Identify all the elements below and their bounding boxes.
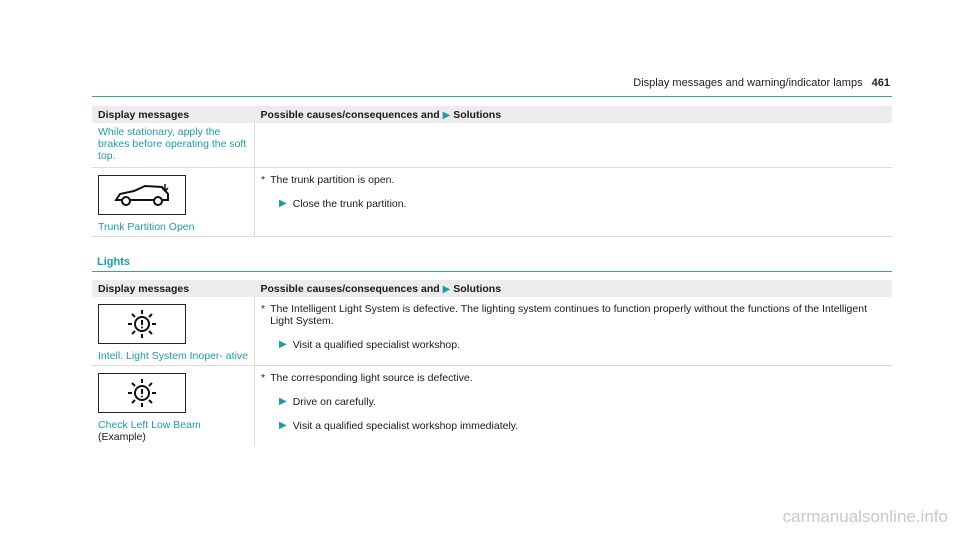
solution-step: Visit a qualified specialist workshop. bbox=[292, 339, 461, 351]
display-message: Check Left Low Beam (Example) bbox=[98, 419, 201, 443]
cause-text: The Intelligent Light System is defective. The lighting system continues to function properly without the functions of the Intelligent Light System. bbox=[270, 303, 867, 327]
cause-cell: * The Intelligent Light System is defective. The lighting system continues to function properly without the functions of the Intelligent Light System. ▶ Visit a qualified specialist workshop. bbox=[255, 297, 893, 366]
cause-text: The corresponding light source is defective. bbox=[270, 372, 473, 384]
messages-table-2 bbox=[92, 280, 892, 446]
solution-step: Visit a qualified specialist workshop immediately. bbox=[292, 420, 519, 432]
arrow-icon: ▶ bbox=[279, 198, 287, 209]
col-header-messages: Display messages bbox=[92, 106, 255, 123]
section-rule bbox=[92, 271, 892, 272]
page-number: 461 bbox=[871, 77, 890, 89]
arrow-icon: ▶ bbox=[279, 420, 287, 431]
light-warning-icon bbox=[98, 373, 186, 413]
page-header bbox=[633, 77, 890, 89]
cause-cell bbox=[255, 123, 893, 168]
display-message: Intell. Light System Inoper- ative bbox=[98, 350, 248, 362]
display-message: While stationary, apply the brakes before operating the soft top. bbox=[92, 123, 255, 168]
solution-step: Drive on carefully. bbox=[292, 396, 376, 408]
cause-cell: * The corresponding light source is defective. ▶ Drive on carefully. ▶ Visit a qualified specialist workshop immediately. bbox=[261, 372, 519, 432]
header-text: Display messages and warning/indicator lamps bbox=[633, 77, 863, 89]
arrow-icon: ▶ bbox=[279, 396, 287, 407]
col-header-causes: Possible causes/consequences and ▶ Solutions bbox=[255, 106, 893, 123]
col-header-messages: Display messages bbox=[92, 280, 255, 297]
table-row bbox=[92, 297, 892, 366]
table-row bbox=[92, 168, 892, 237]
arrow-icon: ▶ bbox=[442, 110, 451, 121]
light-warning-icon bbox=[98, 304, 186, 344]
table-row bbox=[92, 366, 892, 447]
watermark-link[interactable]: carmanualsonline.info bbox=[782, 507, 948, 526]
display-message: Trunk Partition Open bbox=[98, 221, 195, 233]
col-header-causes: Possible causes/consequences and ▶ Solutions bbox=[255, 280, 893, 297]
cause-text: The trunk partition is open. bbox=[270, 174, 395, 186]
section-title: Lights bbox=[97, 256, 130, 268]
header-rule bbox=[92, 96, 892, 97]
table-row bbox=[92, 123, 892, 168]
arrow-icon: ▶ bbox=[279, 339, 287, 350]
solution-step: Close the trunk partition. bbox=[292, 198, 407, 210]
arrow-icon: ▶ bbox=[442, 284, 451, 295]
car-trunk-icon bbox=[98, 175, 186, 215]
messages-table-1 bbox=[92, 106, 892, 237]
cause-cell: * The trunk partition is open. ▶ Close the trunk partition. bbox=[255, 168, 893, 237]
